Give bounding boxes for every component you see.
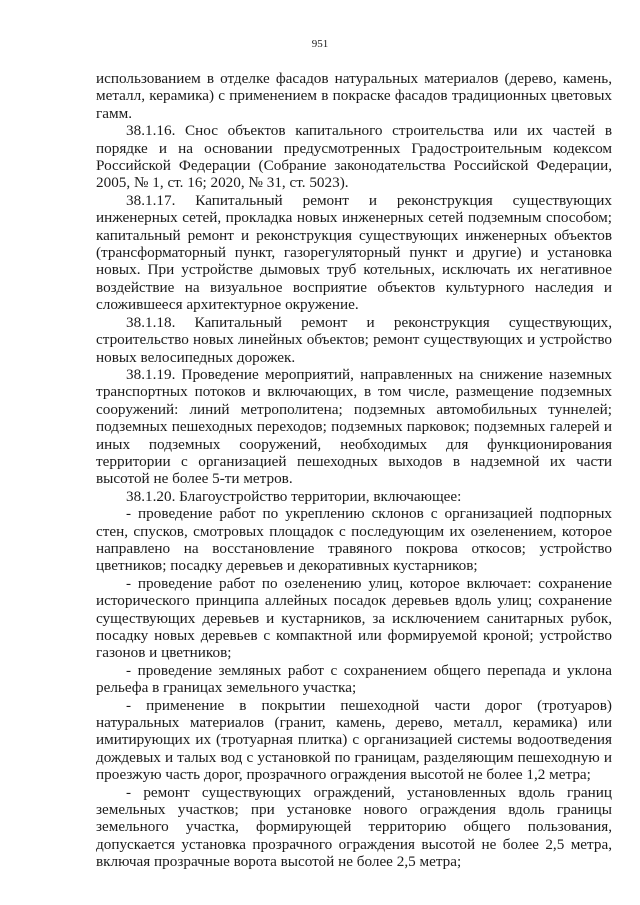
list-item-fencing: - ремонт существующих ограждений, установленных вдоль границ земельных участков; при установке нового ограждения вдоль границы земельного участка, формирующей территорию общего пользования, допускается установка прозрачного ограждения высотой не более 2,5 метра, включая прозрачные ворота высотой не более 2,5 метра; [96,783,612,871]
paragraph-38-1-20: 38.1.20. Благоустройство территории, включающее: [126,487,462,505]
paragraph-38-1-18: 38.1.18. Капитальный ремонт и реконструкция существующих, строительство новых линейных объектов; ремонт существующих и устройство новых велосипедных дорожек. [96,313,612,366]
paragraph-continuation: использованием в отделке фасадов натуральных материалов (дерево, камень, металл, керамика) с применением в покраске фасадов традиционных цветовых гамм. [96,70,612,122]
paragraph-38-1-16: 38.1.16. Снос объектов капитального строительства или их частей в порядке и на основании предусмотренных Градостроительным кодексом Российской Федерации (Собрание законодательства Российской Федерации, 2005, № 1, ст. 16; 2020, № 31, ст. 5023). [96,122,612,192]
page-number: 951 [311,38,329,50]
paragraph-38-1-17: 38.1.17. Капитальный ремонт и реконструкция существующих инженерных сетей, прокладка новых инженерных сетей подземным способом; капитальный ремонт и реконструкция существующих инженерных объектов (трансформаторный пункт, газорегуляторный пункт и другие) и установка новых. При устройстве дымовых труб котельных, исключать их негативное воздействие на визуальное восприятие объектов культурного наследия и сложившееся архитектурное окружение. [96,191,612,314]
list-item-greening: - проведение работ по озеленению улиц, которое включает: сохранение исторического принципа аллейных посадок деревьев вдоль улиц; сохранение существующих деревьев и кустарников, за исключением санитарных рубок, посадку новых деревьев с компактной или формируемой кроной; устройство газонов и цветников; [96,574,612,662]
list-item-paving: - применение в покрытии пешеходной части дорог (тротуаров) натуральных материалов (гранит, камень, дерево, металл, керамика) или имитирующих их (тротуарная плитка) с организацией системы водоотведения дождевых и талых вод с установкой по границам, разделяющим пешеходную и проезжую часть дорог, прозрачного ограждения высотой не более 1,2 метра; [96,696,612,784]
paragraph-38-1-19: 38.1.19. Проведение мероприятий, направленных на снижение наземных транспортных потоков и включающих, в том числе, размещение подземных сооружений: линий метрополитена; подземных автомобильных туннелей; подземных пешеходных переходов; подземных парковок; подземных галерей и иных подземных сооружений, необходимых для функционирования территории с организацией пешеходных выходов в надземной их части высотой не более 5-ти метров. [96,365,612,488]
list-item-earthworks: - проведение земляных работ с сохранением общего перепада и уклона рельефа в границах земельного участка; [96,661,612,697]
list-item-slopes: - проведение работ по укреплению склонов с организацией подпорных стен, спусков, смотровых площадок с последующим их озеленением, которое направлено на восстановление травяного покрова откосов; устройство цветников; посадку деревьев и декоративных кустарников; [96,505,612,575]
body-text [96,70,612,871]
